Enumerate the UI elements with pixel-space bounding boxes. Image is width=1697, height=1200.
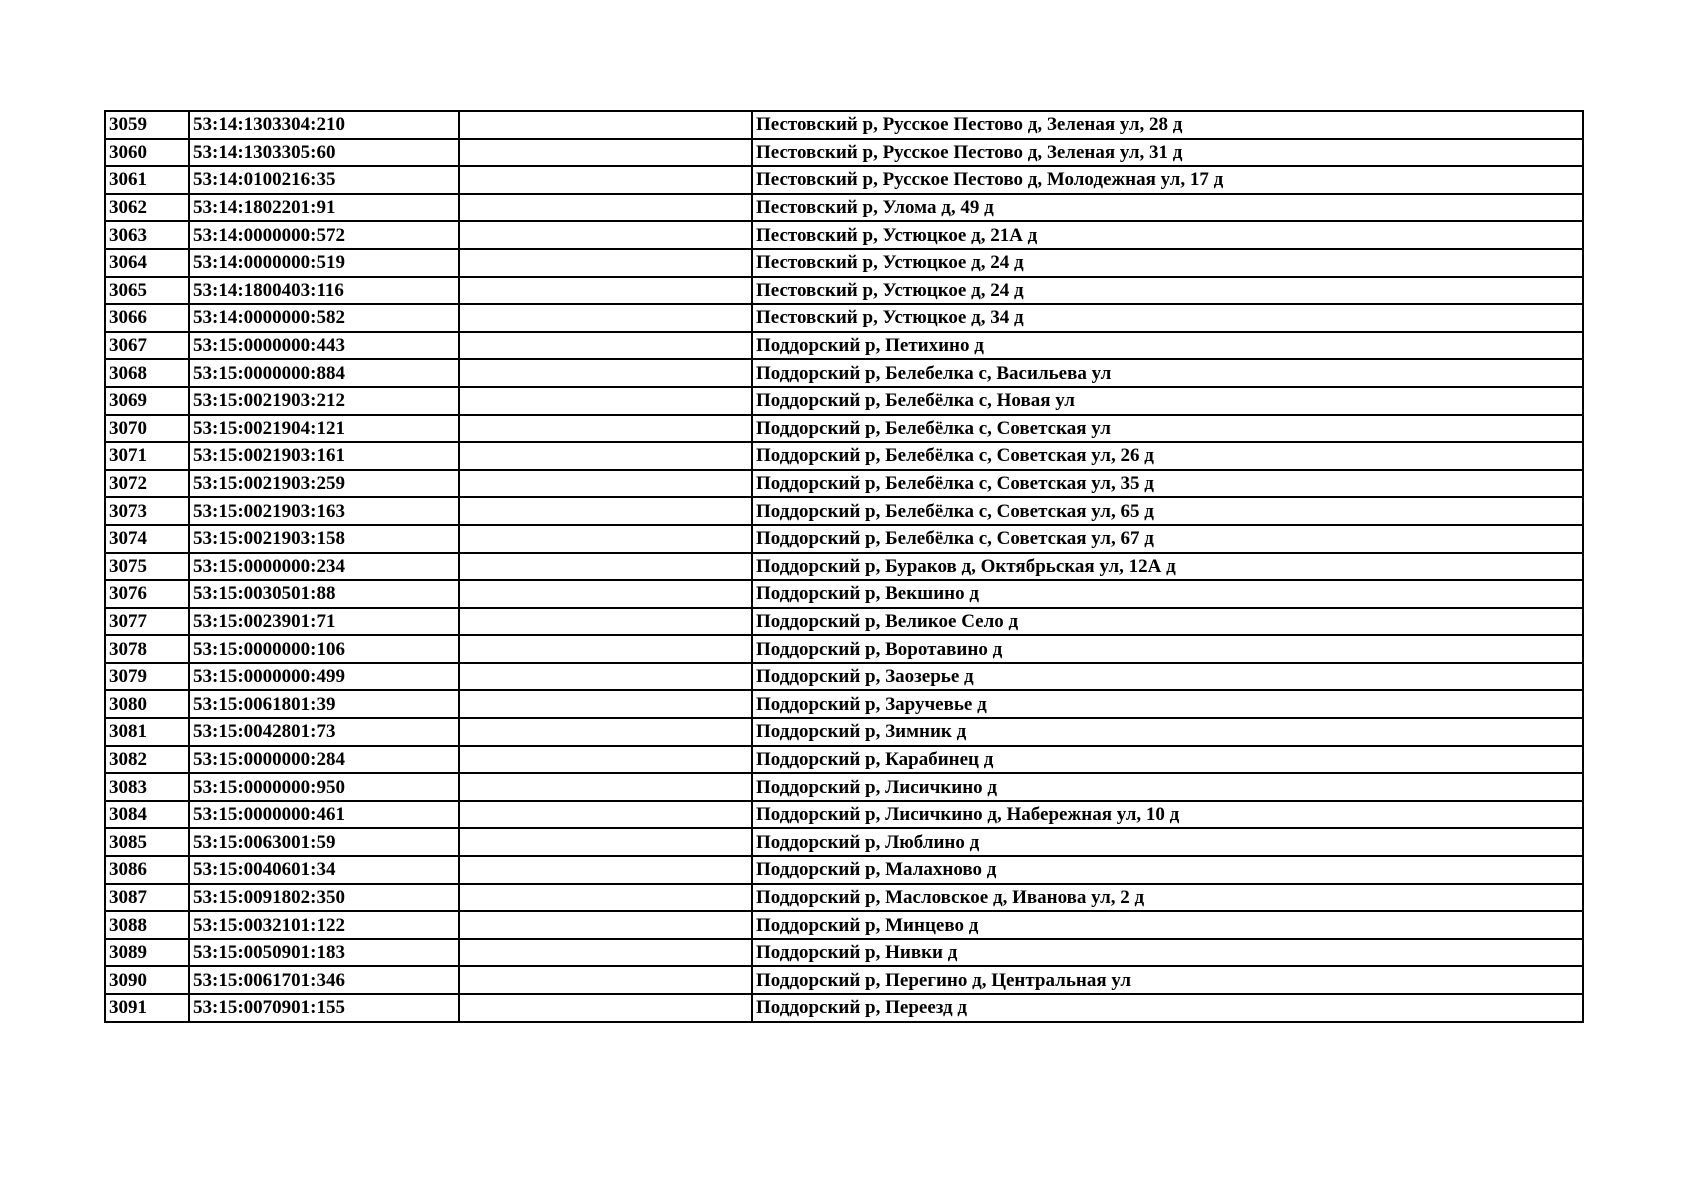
row-number-cell: 3078 (105, 635, 189, 663)
row-number-cell: 3066 (105, 304, 189, 332)
address-cell: Поддорский р, Карабинец д (752, 746, 1583, 774)
row-number-cell: 3062 (105, 194, 189, 222)
empty-note-cell (459, 966, 752, 994)
cadastral-number-cell: 53:15:0021903:212 (189, 387, 459, 415)
row-number-cell: 3067 (105, 332, 189, 360)
table-row (105, 911, 1583, 939)
table-row (105, 194, 1583, 222)
cadastral-number-cell: 53:15:0000000:461 (189, 801, 459, 829)
address-cell: Поддорский р, Лисичкино д, Набережная ул, 10 д (752, 801, 1583, 829)
cadastral-number-cell: 53:15:0032101:122 (189, 911, 459, 939)
cadastral-number-cell: 53:15:0030501:88 (189, 580, 459, 608)
empty-note-cell (459, 939, 752, 967)
address-cell: Поддорский р, Воротавино д (752, 635, 1583, 663)
address-cell: Поддорский р, Белебёлка с, Новая ул (752, 387, 1583, 415)
cadastral-number-cell: 53:15:0021903:158 (189, 525, 459, 553)
table-row (105, 773, 1583, 801)
cadastral-number-cell: 53:15:0050901:183 (189, 939, 459, 967)
table-row (105, 828, 1583, 856)
table-row (105, 497, 1583, 525)
empty-note-cell (459, 994, 752, 1022)
cadastral-number-cell: 53:15:0000000:284 (189, 746, 459, 774)
address-cell: Пестовский р, Русское Пестово д, Зеленая ул, 31 д (752, 139, 1583, 167)
row-number-cell: 3068 (105, 359, 189, 387)
row-number-cell: 3087 (105, 884, 189, 912)
row-number-cell: 3085 (105, 828, 189, 856)
empty-note-cell (459, 249, 752, 277)
cadastral-number-cell: 53:15:0000000:499 (189, 663, 459, 691)
address-cell: Поддорский р, Бураков д, Октябрьская ул, 12А д (752, 553, 1583, 581)
address-cell: Поддорский р, Белебёлка с, Советская ул, 67 д (752, 525, 1583, 553)
table-row (105, 690, 1583, 718)
table-row (105, 139, 1583, 167)
address-cell: Поддорский р, Зимник д (752, 718, 1583, 746)
table-row (105, 801, 1583, 829)
registry-table-body (105, 111, 1583, 1022)
table-row (105, 304, 1583, 332)
address-cell: Поддорский р, Лисичкино д (752, 773, 1583, 801)
table-row (105, 939, 1583, 967)
cadastral-number-cell: 53:15:0000000:106 (189, 635, 459, 663)
table-row (105, 415, 1583, 443)
address-cell: Поддорский р, Белебёлка с, Советская ул (752, 415, 1583, 443)
address-cell: Поддорский р, Минцево д (752, 911, 1583, 939)
table-row (105, 635, 1583, 663)
row-number-cell: 3076 (105, 580, 189, 608)
row-number-cell: 3077 (105, 608, 189, 636)
empty-note-cell (459, 690, 752, 718)
empty-note-cell (459, 856, 752, 884)
table-row (105, 884, 1583, 912)
empty-note-cell (459, 111, 752, 139)
table-row (105, 718, 1583, 746)
row-number-cell: 3082 (105, 746, 189, 774)
cadastral-number-cell: 53:15:0000000:234 (189, 553, 459, 581)
empty-note-cell (459, 497, 752, 525)
cadastral-number-cell: 53:15:0042801:73 (189, 718, 459, 746)
table-row (105, 332, 1583, 360)
cadastral-number-cell: 53:15:0070901:155 (189, 994, 459, 1022)
cadastral-number-cell: 53:14:0000000:582 (189, 304, 459, 332)
address-cell: Поддорский р, Заручевье д (752, 690, 1583, 718)
empty-note-cell (459, 718, 752, 746)
table-row (105, 277, 1583, 305)
empty-note-cell (459, 166, 752, 194)
table-row (105, 442, 1583, 470)
table-row (105, 608, 1583, 636)
cadastral-number-cell: 53:15:0040601:34 (189, 856, 459, 884)
address-cell: Поддорский р, Нивки д (752, 939, 1583, 967)
address-cell: Поддорский р, Переезд д (752, 994, 1583, 1022)
address-cell: Поддорский р, Петихино д (752, 332, 1583, 360)
empty-note-cell (459, 139, 752, 167)
registry-table (104, 110, 1584, 1023)
row-number-cell: 3073 (105, 497, 189, 525)
row-number-cell: 3088 (105, 911, 189, 939)
cadastral-number-cell: 53:15:0063001:59 (189, 828, 459, 856)
empty-note-cell (459, 442, 752, 470)
cadastral-number-cell: 53:14:1802201:91 (189, 194, 459, 222)
row-number-cell: 3072 (105, 470, 189, 498)
row-number-cell: 3081 (105, 718, 189, 746)
address-cell: Поддорский р, Великое Село д (752, 608, 1583, 636)
row-number-cell: 3086 (105, 856, 189, 884)
row-number-cell: 3074 (105, 525, 189, 553)
address-cell: Поддорский р, Заозерье д (752, 663, 1583, 691)
table-row (105, 111, 1583, 139)
row-number-cell: 3090 (105, 966, 189, 994)
empty-note-cell (459, 277, 752, 305)
address-cell: Пестовский р, Русское Пестово д, Зеленая ул, 28 д (752, 111, 1583, 139)
table-row (105, 966, 1583, 994)
cadastral-number-cell: 53:15:0061701:346 (189, 966, 459, 994)
table-row (105, 994, 1583, 1022)
empty-note-cell (459, 828, 752, 856)
address-cell: Поддорский р, Белебёлка с, Советская ул, 26 д (752, 442, 1583, 470)
table-row (105, 663, 1583, 691)
table-row (105, 470, 1583, 498)
row-number-cell: 3069 (105, 387, 189, 415)
cadastral-number-cell: 53:14:0000000:572 (189, 221, 459, 249)
cadastral-number-cell: 53:15:0000000:950 (189, 773, 459, 801)
empty-note-cell (459, 194, 752, 222)
cadastral-number-cell: 53:15:0021903:259 (189, 470, 459, 498)
empty-note-cell (459, 415, 752, 443)
address-cell: Пестовский р, Устюцкое д, 34 д (752, 304, 1583, 332)
empty-note-cell (459, 359, 752, 387)
cadastral-number-cell: 53:15:0000000:884 (189, 359, 459, 387)
table-row (105, 166, 1583, 194)
cadastral-number-cell: 53:15:0021903:163 (189, 497, 459, 525)
table-row (105, 580, 1583, 608)
table-row (105, 387, 1583, 415)
empty-note-cell (459, 525, 752, 553)
address-cell: Поддорский р, Масловское д, Иванова ул, 2 д (752, 884, 1583, 912)
empty-note-cell (459, 746, 752, 774)
cadastral-number-cell: 53:14:0100216:35 (189, 166, 459, 194)
table-row (105, 553, 1583, 581)
row-number-cell: 3070 (105, 415, 189, 443)
cadastral-number-cell: 53:14:0000000:519 (189, 249, 459, 277)
cadastral-number-cell: 53:14:1303304:210 (189, 111, 459, 139)
address-cell: Пестовский р, Улома д, 49 д (752, 194, 1583, 222)
row-number-cell: 3060 (105, 139, 189, 167)
row-number-cell: 3063 (105, 221, 189, 249)
empty-note-cell (459, 221, 752, 249)
row-number-cell: 3064 (105, 249, 189, 277)
row-number-cell: 3065 (105, 277, 189, 305)
empty-note-cell (459, 773, 752, 801)
cadastral-number-cell: 53:15:0021904:121 (189, 415, 459, 443)
address-cell: Поддорский р, Белебёлка с, Советская ул, 35 д (752, 470, 1583, 498)
row-number-cell: 3075 (105, 553, 189, 581)
table-row (105, 525, 1583, 553)
empty-note-cell (459, 801, 752, 829)
empty-note-cell (459, 470, 752, 498)
empty-note-cell (459, 911, 752, 939)
address-cell: Поддорский р, Малахново д (752, 856, 1583, 884)
row-number-cell: 3091 (105, 994, 189, 1022)
cadastral-number-cell: 53:15:0091802:350 (189, 884, 459, 912)
address-cell: Пестовский р, Устюцкое д, 21А д (752, 221, 1583, 249)
empty-note-cell (459, 553, 752, 581)
empty-note-cell (459, 608, 752, 636)
table-row (105, 221, 1583, 249)
address-cell: Пестовский р, Русское Пестово д, Молодежная ул, 17 д (752, 166, 1583, 194)
table-row (105, 359, 1583, 387)
empty-note-cell (459, 332, 752, 360)
cadastral-number-cell: 53:14:1303305:60 (189, 139, 459, 167)
row-number-cell: 3071 (105, 442, 189, 470)
empty-note-cell (459, 580, 752, 608)
cadastral-number-cell: 53:15:0021903:161 (189, 442, 459, 470)
empty-note-cell (459, 884, 752, 912)
row-number-cell: 3080 (105, 690, 189, 718)
row-number-cell: 3061 (105, 166, 189, 194)
address-cell: Пестовский р, Устюцкое д, 24 д (752, 249, 1583, 277)
empty-note-cell (459, 304, 752, 332)
address-cell: Пестовский р, Устюцкое д, 24 д (752, 277, 1583, 305)
address-cell: Поддорский р, Перегино д, Центральная ул (752, 966, 1583, 994)
address-cell: Поддорский р, Белебёлка с, Советская ул, 65 д (752, 497, 1583, 525)
empty-note-cell (459, 387, 752, 415)
empty-note-cell (459, 663, 752, 691)
cadastral-number-cell: 53:15:0023901:71 (189, 608, 459, 636)
cadastral-number-cell: 53:15:0061801:39 (189, 690, 459, 718)
address-cell: Поддорский р, Белебелка с, Васильева ул (752, 359, 1583, 387)
address-cell: Поддорский р, Люблино д (752, 828, 1583, 856)
row-number-cell: 3084 (105, 801, 189, 829)
row-number-cell: 3079 (105, 663, 189, 691)
cadastral-number-cell: 53:15:0000000:443 (189, 332, 459, 360)
address-cell: Поддорский р, Векшино д (752, 580, 1583, 608)
empty-note-cell (459, 635, 752, 663)
row-number-cell: 3059 (105, 111, 189, 139)
table-row (105, 249, 1583, 277)
row-number-cell: 3083 (105, 773, 189, 801)
table-row (105, 746, 1583, 774)
table-row (105, 856, 1583, 884)
row-number-cell: 3089 (105, 939, 189, 967)
cadastral-number-cell: 53:14:1800403:116 (189, 277, 459, 305)
